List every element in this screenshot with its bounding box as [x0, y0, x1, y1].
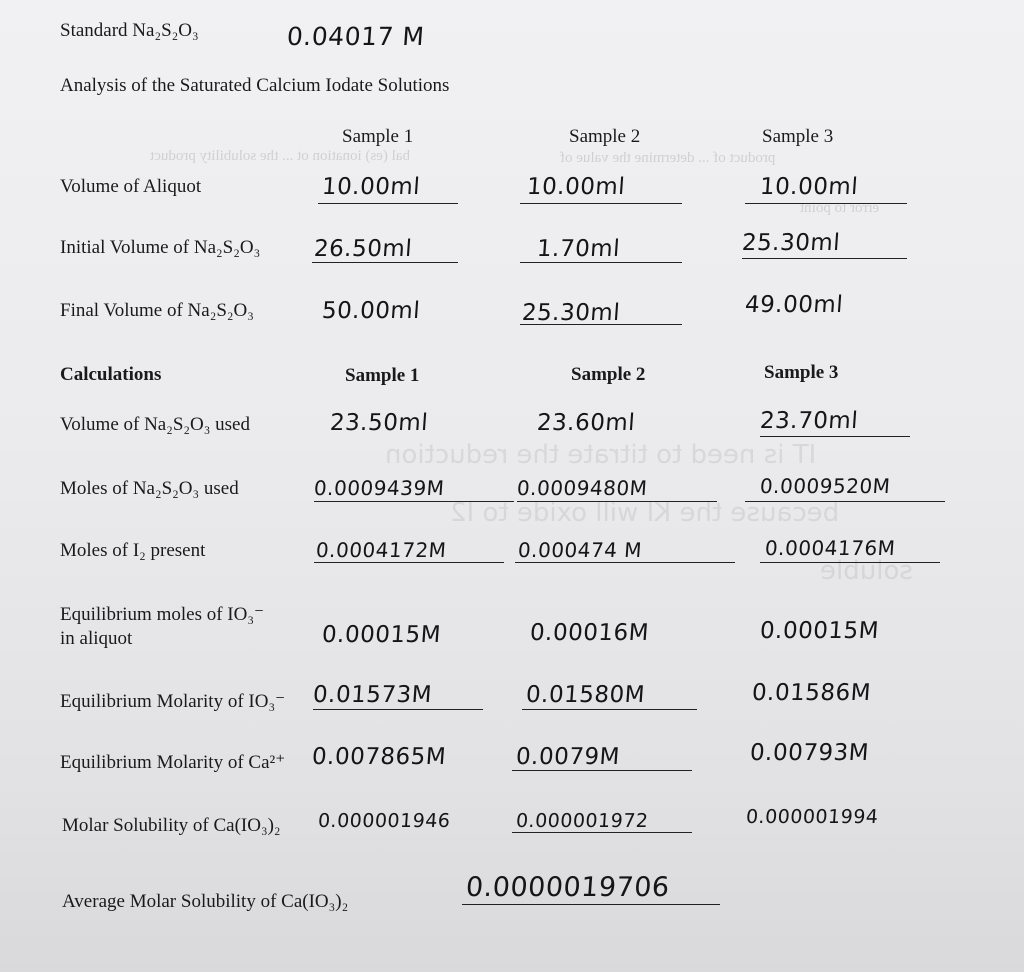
value-cell: 25.30ml	[521, 300, 622, 326]
row-label-final-volume: Final Volume of Na₂S₂O₃	[60, 300, 254, 321]
value-underline	[313, 709, 483, 710]
value-cell: 0.0009439M	[313, 476, 446, 500]
value-underline	[522, 709, 697, 710]
value-cell: 0.000001972	[515, 810, 650, 832]
value-underline	[318, 203, 458, 204]
value-underline	[512, 770, 692, 771]
row-label-volume-aliquot: Volume of Aliquot	[60, 176, 202, 197]
value-underline	[462, 904, 720, 905]
value-underline	[760, 436, 910, 437]
value-cell: 23.70ml	[759, 408, 860, 434]
value-cell: 0.0009480M	[516, 476, 649, 500]
value-underline	[312, 262, 458, 263]
value-cell: 10.00ml	[526, 174, 627, 200]
section-title: Analysis of the Saturated Calcium Iodate Solutions	[60, 75, 450, 96]
value-cell: 0.0079M	[515, 744, 621, 770]
value-cell: 0.000001994	[745, 806, 880, 828]
value-cell: 10.00ml	[759, 174, 860, 200]
value-cell: 0.01580M	[525, 682, 646, 708]
row-label-volume-used: Volume of Na₂S₂O₃ used	[60, 414, 250, 435]
column-header-sample-1: Sample 1	[342, 126, 414, 147]
value-cell: 10.00ml	[321, 174, 422, 200]
average-value: 0.0000019706	[464, 872, 671, 903]
value-cell: 23.60ml	[536, 410, 637, 436]
bleed-through-text: soluble	[820, 556, 913, 586]
value-underline	[520, 203, 682, 204]
column-header-sample-2: Sample 2	[569, 126, 641, 147]
row-label-eq-molarity-iodate: Equilibrium Molarity of IO₃⁻	[60, 691, 286, 712]
calc-column-header-sample-2: Sample 2	[571, 364, 646, 385]
value-underline	[745, 203, 907, 204]
value-underline	[520, 324, 682, 325]
value-cell: 0.00015M	[759, 618, 880, 644]
value-underline	[745, 501, 945, 502]
calc-column-header-sample-1: Sample 1	[345, 365, 420, 386]
row-label-eq-moles-iodate-line2: in aliquot	[60, 628, 133, 649]
row-label-eq-molarity-calcium: Equilibrium Molarity of Ca²⁺	[60, 752, 286, 773]
value-underline	[520, 262, 682, 263]
column-header-sample-3: Sample 3	[762, 126, 834, 147]
calculations-title: Calculations	[60, 364, 162, 385]
bleed-through-text: product of ... determine the value of	[560, 150, 776, 166]
value-cell: 23.50ml	[329, 410, 430, 436]
row-label-eq-moles-iodate: Equilibrium moles of IO₃⁻	[60, 604, 264, 625]
bleed-through-text: because the KI will oxide to I2	[450, 498, 840, 528]
value-cell: 0.01573M	[312, 682, 433, 708]
value-cell: 0.00015M	[321, 622, 442, 648]
value-underline	[742, 258, 907, 259]
average-label: Average Molar Solubility of Ca(IO₃)₂	[62, 891, 349, 912]
value-cell: 0.0004176M	[764, 536, 897, 560]
row-label-moles-thiosulfate: Moles of Na₂S₂O₃ used	[60, 478, 239, 499]
value-underline	[515, 562, 735, 563]
value-cell: 1.70ml	[536, 236, 621, 262]
value-cell: 50.00ml	[321, 298, 422, 324]
value-cell: 49.00ml	[744, 292, 845, 318]
bleed-through-text: bal (es) ionation ot ... the solubility product	[150, 148, 410, 164]
value-cell: 0.007865M	[311, 744, 448, 770]
value-cell: 26.50ml	[313, 236, 414, 262]
value-underline	[517, 501, 717, 502]
row-label-initial-volume: Initial Volume of Na₂S₂O₃	[60, 237, 261, 258]
value-underline	[314, 501, 514, 502]
value-cell: 0.01586M	[751, 680, 872, 706]
value-underline	[760, 562, 940, 563]
value-cell: 0.000001946	[317, 810, 452, 832]
bleed-through-text: error to point	[800, 200, 880, 216]
calc-column-header-sample-3: Sample 3	[764, 362, 839, 383]
row-label-molar-solubility: Molar Solubility of Ca(IO₃)₂	[62, 815, 281, 836]
value-cell: 0.00793M	[749, 740, 870, 766]
value-underline	[512, 832, 692, 833]
value-cell: 0.000474 M	[517, 538, 643, 562]
value-cell: 0.0004172M	[315, 538, 448, 562]
standard-label: Standard Na₂S₂O₃	[60, 20, 199, 41]
value-underline	[314, 562, 504, 563]
standard-value: 0.04017 M	[285, 22, 426, 51]
value-cell: 0.0009520M	[759, 474, 892, 498]
value-cell: 0.00016M	[529, 620, 650, 646]
bleed-through-text: IT is need to titrate the reduction	[385, 440, 817, 470]
row-label-moles-iodine: Moles of I₂ present	[60, 540, 206, 561]
value-cell: 25.30ml	[741, 230, 842, 256]
